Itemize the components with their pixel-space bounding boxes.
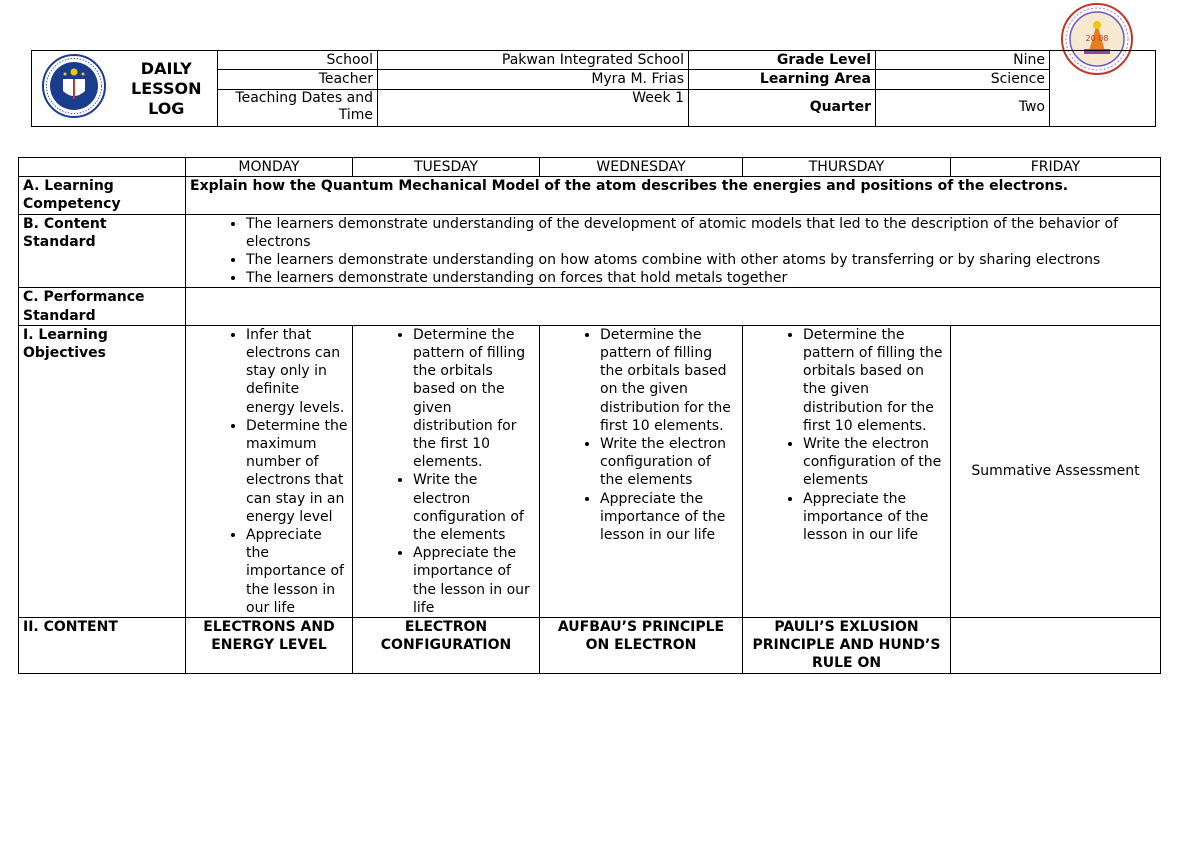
day-wednesday: WEDNESDAY: [540, 158, 743, 177]
day-friday: FRIDAY: [951, 158, 1161, 177]
content-wednesday: AUFBAU’S PRINCIPLE ON ELECTRON: [540, 618, 743, 674]
day-tuesday: TUESDAY: [353, 158, 540, 177]
objective-item: • Determine the pattern of filling the orbitals based on the given distribution for the first 10 elements.: [803, 326, 946, 435]
content-standard-item: • The learners demonstrate understanding on how atoms combine with other atoms by transferring or by sharing electrons: [246, 251, 1156, 269]
objective-item: • Appreciate the importance of the lesson in our life: [246, 526, 348, 617]
quarter-value: Two: [876, 89, 1050, 127]
objective-item: • Write the electron configuration of the elements: [413, 471, 535, 544]
learning-area-value: Science: [876, 70, 1050, 89]
content-standard-list-cell: [186, 214, 1161, 288]
header-blank-cell: [1050, 51, 1156, 127]
objectives-monday: [186, 325, 353, 617]
content-standard-row: [19, 214, 1161, 288]
objective-item: • Infer that electrons can stay only in definite energy levels.: [246, 326, 348, 417]
objectives-tuesday: [353, 325, 540, 617]
teaching-dates-value: Week 1: [378, 89, 689, 127]
deped-seal-icon: [41, 53, 107, 119]
teacher-value: Myra M. Frias: [378, 70, 689, 89]
objectives-thursday: [743, 325, 951, 617]
objective-item: • Appreciate the importance of the lesson in our life: [803, 490, 946, 545]
school-label: School: [218, 51, 378, 70]
seal-year: 20 08: [1085, 34, 1109, 43]
objective-item: • Determine the maximum number of electrons that can stay in an energy level: [246, 417, 348, 526]
content-thursday: PAULI’S EXLUSION PRINCIPLE AND HUND’S RULE ON: [743, 618, 951, 674]
content-tuesday: ELECTRON CONFIGURATION: [353, 618, 540, 674]
learning-competency-text: Explain how the Quantum Mechanical Model of the atom describes the energies and positions of the electrons.: [186, 177, 1161, 214]
objective-item: • Write the electron configuration of the elements: [803, 435, 946, 490]
corner-cell: [19, 158, 186, 177]
objective-item: • Determine the pattern of filling the orbitals based on the given distribution for the first 10 elements.: [600, 326, 738, 435]
daily-lesson-log-title: DAILY LESSON LOG: [116, 51, 218, 127]
learning-competency-row: [19, 177, 1161, 214]
performance-standard-value: [186, 288, 1161, 325]
objective-item: • Appreciate the importance of the lesson in our life: [413, 544, 535, 617]
objective-item: • Write the electron configuration of the elements: [600, 435, 738, 490]
day-thursday: THURSDAY: [743, 158, 951, 177]
content-monday: ELECTRONS AND ENERGY LEVEL: [186, 618, 353, 674]
lesson-log-table: [18, 157, 1161, 674]
deped-logo-cell: [32, 51, 116, 127]
content-friday: [951, 618, 1161, 674]
learning-competency-label: A. Learning Competency: [19, 177, 186, 214]
school-value: Pakwan Integrated School: [378, 51, 689, 70]
grade-level-value: Nine: [876, 51, 1050, 70]
performance-standard-label: C. Performance Standard: [19, 288, 186, 325]
content-label: II. CONTENT: [19, 618, 186, 674]
day-monday: MONDAY: [186, 158, 353, 177]
performance-standard-row: [19, 288, 1161, 325]
objectives-friday: Summative Assessment: [951, 325, 1161, 617]
content-standard-item: • The learners demonstrate understanding on forces that hold metals together: [246, 269, 1156, 287]
header-table: [31, 50, 1156, 127]
content-standard-item: • The learners demonstrate understanding of the development of atomic models that led to the description of the behavior of electrons: [246, 215, 1156, 251]
teaching-dates-label: Teaching Dates and Time: [218, 89, 378, 127]
day-header-row: [19, 158, 1161, 177]
content-standard-label: B. Content Standard: [19, 214, 186, 288]
learning-objectives-row: [19, 325, 1161, 617]
learning-objectives-label: I. Learning Objectives: [19, 325, 186, 617]
teacher-label: Teacher: [218, 70, 378, 89]
grade-level-label: Grade Level: [689, 51, 876, 70]
objectives-wednesday: [540, 325, 743, 617]
quarter-label: Quarter: [689, 89, 876, 127]
learning-area-label: Learning Area: [689, 70, 876, 89]
objective-item: • Determine the pattern of filling the orbitals based on the given distribution for the first 10 elements.: [413, 326, 535, 472]
content-row: [19, 618, 1161, 674]
objective-item: • Appreciate the importance of the lesson in our life: [600, 490, 738, 545]
